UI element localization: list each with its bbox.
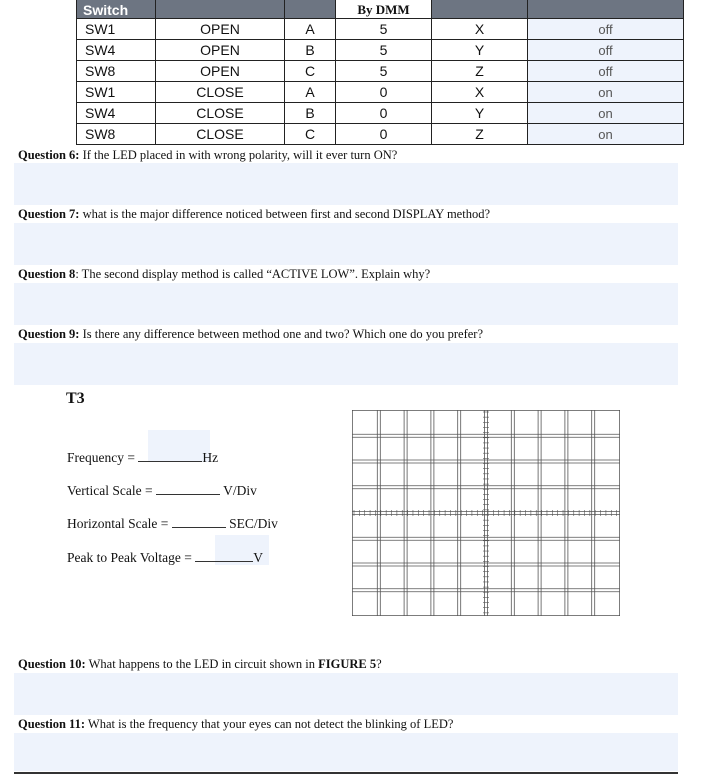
- question-10-text: What happens to the LED in circuit shown in: [85, 657, 319, 671]
- header-channel: [285, 0, 336, 19]
- cell-node: Z: [432, 61, 528, 82]
- cell-switch: SW8: [77, 124, 156, 145]
- results-table: [76, 0, 684, 145]
- question-7: [18, 207, 490, 222]
- horizontal-scale-label: Horizontal Scale =: [67, 516, 172, 531]
- cell-led[interactable]: on: [528, 124, 684, 145]
- cell-channel: C: [285, 124, 336, 145]
- horizontal-scale-row: [67, 515, 278, 532]
- question-11-text: What is the frequency that your eyes can not detect the blinking of LED?: [85, 717, 454, 731]
- cell-state: OPEN: [156, 40, 285, 61]
- frequency-label: Frequency =: [67, 450, 139, 465]
- page-bottom-rule: [14, 772, 678, 774]
- header-node: [432, 0, 528, 19]
- answer-11-field[interactable]: [14, 733, 678, 771]
- oscilloscope-grid[interactable]: [352, 410, 620, 616]
- question-11-label: Question 11:: [18, 717, 86, 731]
- cell-led[interactable]: off: [528, 40, 684, 61]
- cell-dmm: 5: [336, 40, 432, 61]
- header-led: [528, 0, 684, 19]
- question-7-label: Question 7:: [18, 207, 80, 221]
- cell-channel: C: [285, 61, 336, 82]
- cell-switch: SW1: [77, 82, 156, 103]
- question-10-label: Question 10:: [18, 657, 86, 671]
- cell-led[interactable]: off: [528, 61, 684, 82]
- vertical-scale-row: [67, 482, 257, 499]
- answer-8-field[interactable]: [14, 283, 678, 325]
- table-row: [77, 61, 684, 82]
- horizontal-scale-unit: SEC/Div: [225, 516, 278, 531]
- cell-state: CLOSE: [156, 103, 285, 124]
- vpp-blank[interactable]: [195, 549, 253, 562]
- header-state: [156, 0, 285, 19]
- table-row: [77, 124, 684, 145]
- answer-9-field[interactable]: [14, 343, 678, 385]
- cell-channel: A: [285, 19, 336, 40]
- question-8-text: : The second display method is called “ACTIVE LOW”. Explain why?: [75, 267, 431, 281]
- table-row: [77, 19, 684, 40]
- cell-node: Y: [432, 40, 528, 61]
- vertical-scale-blank[interactable]: [156, 482, 220, 495]
- section-t3-title: T3: [66, 390, 85, 407]
- cell-state: OPEN: [156, 19, 285, 40]
- cell-switch: SW1: [77, 19, 156, 40]
- cell-node: X: [432, 19, 528, 40]
- question-8-label: Question 8: [18, 267, 76, 281]
- cell-node: Z: [432, 124, 528, 145]
- frequency-row: [67, 449, 218, 466]
- cell-dmm: 5: [336, 61, 432, 82]
- cell-channel: B: [285, 40, 336, 61]
- cell-state: CLOSE: [156, 124, 285, 145]
- cell-switch: SW8: [77, 61, 156, 82]
- table-header-row: [77, 0, 684, 19]
- cell-led[interactable]: on: [528, 103, 684, 124]
- cell-node: X: [432, 82, 528, 103]
- question-8: [18, 267, 430, 282]
- vpp-unit: V: [253, 550, 263, 565]
- cell-node: Y: [432, 103, 528, 124]
- header-switch: Switch: [77, 0, 156, 19]
- table-row: [77, 82, 684, 103]
- table-row: [77, 40, 684, 61]
- cell-switch: SW4: [77, 40, 156, 61]
- question-6-text: If the LED placed in with wrong polarity, will it ever turn ON?: [79, 148, 398, 162]
- question-6: [18, 148, 397, 163]
- question-10-tail: ?: [376, 657, 382, 671]
- table-row: [77, 103, 684, 124]
- question-6-label: Question 6:: [18, 148, 80, 162]
- question-9-text: Is there any difference between method one and two? Which one do you prefer?: [79, 327, 484, 341]
- answer-10-field[interactable]: [14, 673, 678, 715]
- question-11: [18, 717, 453, 732]
- question-9-label: Question 9:: [18, 327, 80, 341]
- frequency-unit: Hz: [202, 450, 219, 465]
- answer-7-field[interactable]: [14, 223, 678, 265]
- cell-dmm: 5: [336, 19, 432, 40]
- cell-dmm: 0: [336, 103, 432, 124]
- vertical-scale-unit: V/Div: [219, 483, 257, 498]
- question-7-text: what is the major difference noticed between first and second DISPLAY method?: [79, 207, 491, 221]
- cell-dmm: 0: [336, 82, 432, 103]
- cell-dmm: 0: [336, 124, 432, 145]
- question-10: [18, 657, 382, 672]
- vpp-row: [67, 549, 263, 566]
- cell-state: OPEN: [156, 61, 285, 82]
- oscilloscope-grid-border: [352, 410, 620, 616]
- cell-led[interactable]: off: [528, 19, 684, 40]
- horizontal-scale-blank[interactable]: [172, 515, 226, 528]
- header-dmm: By DMM: [336, 0, 432, 19]
- frequency-blank[interactable]: [138, 449, 202, 462]
- question-9: [18, 327, 483, 342]
- vertical-scale-label: Vertical Scale =: [67, 483, 156, 498]
- vpp-label: Peak to Peak Voltage =: [67, 550, 196, 565]
- cell-channel: B: [285, 103, 336, 124]
- cell-led[interactable]: on: [528, 82, 684, 103]
- question-10-figure-ref: FIGURE 5: [318, 657, 377, 671]
- answer-6-field[interactable]: [14, 163, 678, 205]
- cell-channel: A: [285, 82, 336, 103]
- cell-state: CLOSE: [156, 82, 285, 103]
- cell-switch: SW4: [77, 103, 156, 124]
